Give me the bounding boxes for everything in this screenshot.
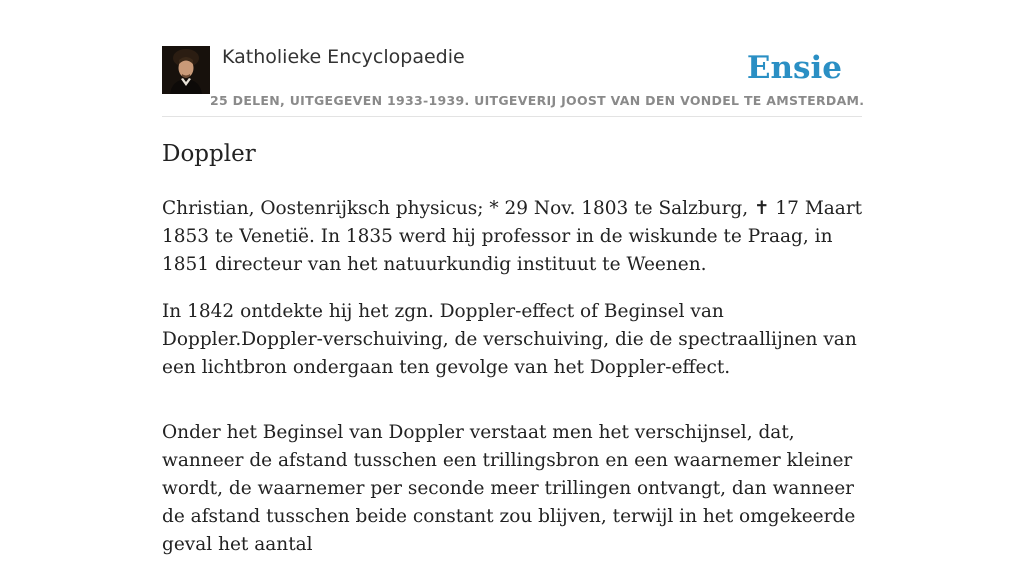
article-title: Doppler (162, 141, 256, 167)
portrait-avatar-icon[interactable] (162, 46, 210, 94)
article (162, 138, 864, 578)
article-paragraph: Onder het Beginsel van Doppler verstaat men het verschijnsel, dat, wanneer de afstand tusschen een trillingsbron en een waarnemer kleiner wordt, de waarnemer per seconde meer trillingen ontvangt, dan wanneer de afstand tusschen beide constant zou blijven, terwijl in het omgekeerde geval het aantal (162, 422, 856, 555)
brand-logo-link[interactable]: Ensie (746, 50, 842, 86)
source-header (162, 46, 865, 117)
article-paragraph: In 1842 ontdekte hij het zgn. Doppler-effect of Beginsel van Doppler.Doppler-verschuiving, de verschuiving, die de spectraallijnen van een lichtbron ondergaan ten gevolge van het Doppler-effect. (162, 301, 857, 378)
source-subtitle: 25 DELEN, UITGEGEVEN 1933-1939. UITGEVERIJ JOOST VAN DEN VONDEL TE AMSTERDAM. (210, 93, 865, 108)
article-paragraph: Christian, Oostenrijksch physicus; * 29 Nov. 1803 te Salzburg, ✝ 17 Maart 1853 te Venetië. In 1835 werd hij professor in de wiskunde te Praag, in 1851 directeur van het natuurkundig instituut te Weenen. (162, 198, 863, 275)
source-title[interactable]: Katholieke Encyclopaedie (222, 46, 465, 68)
